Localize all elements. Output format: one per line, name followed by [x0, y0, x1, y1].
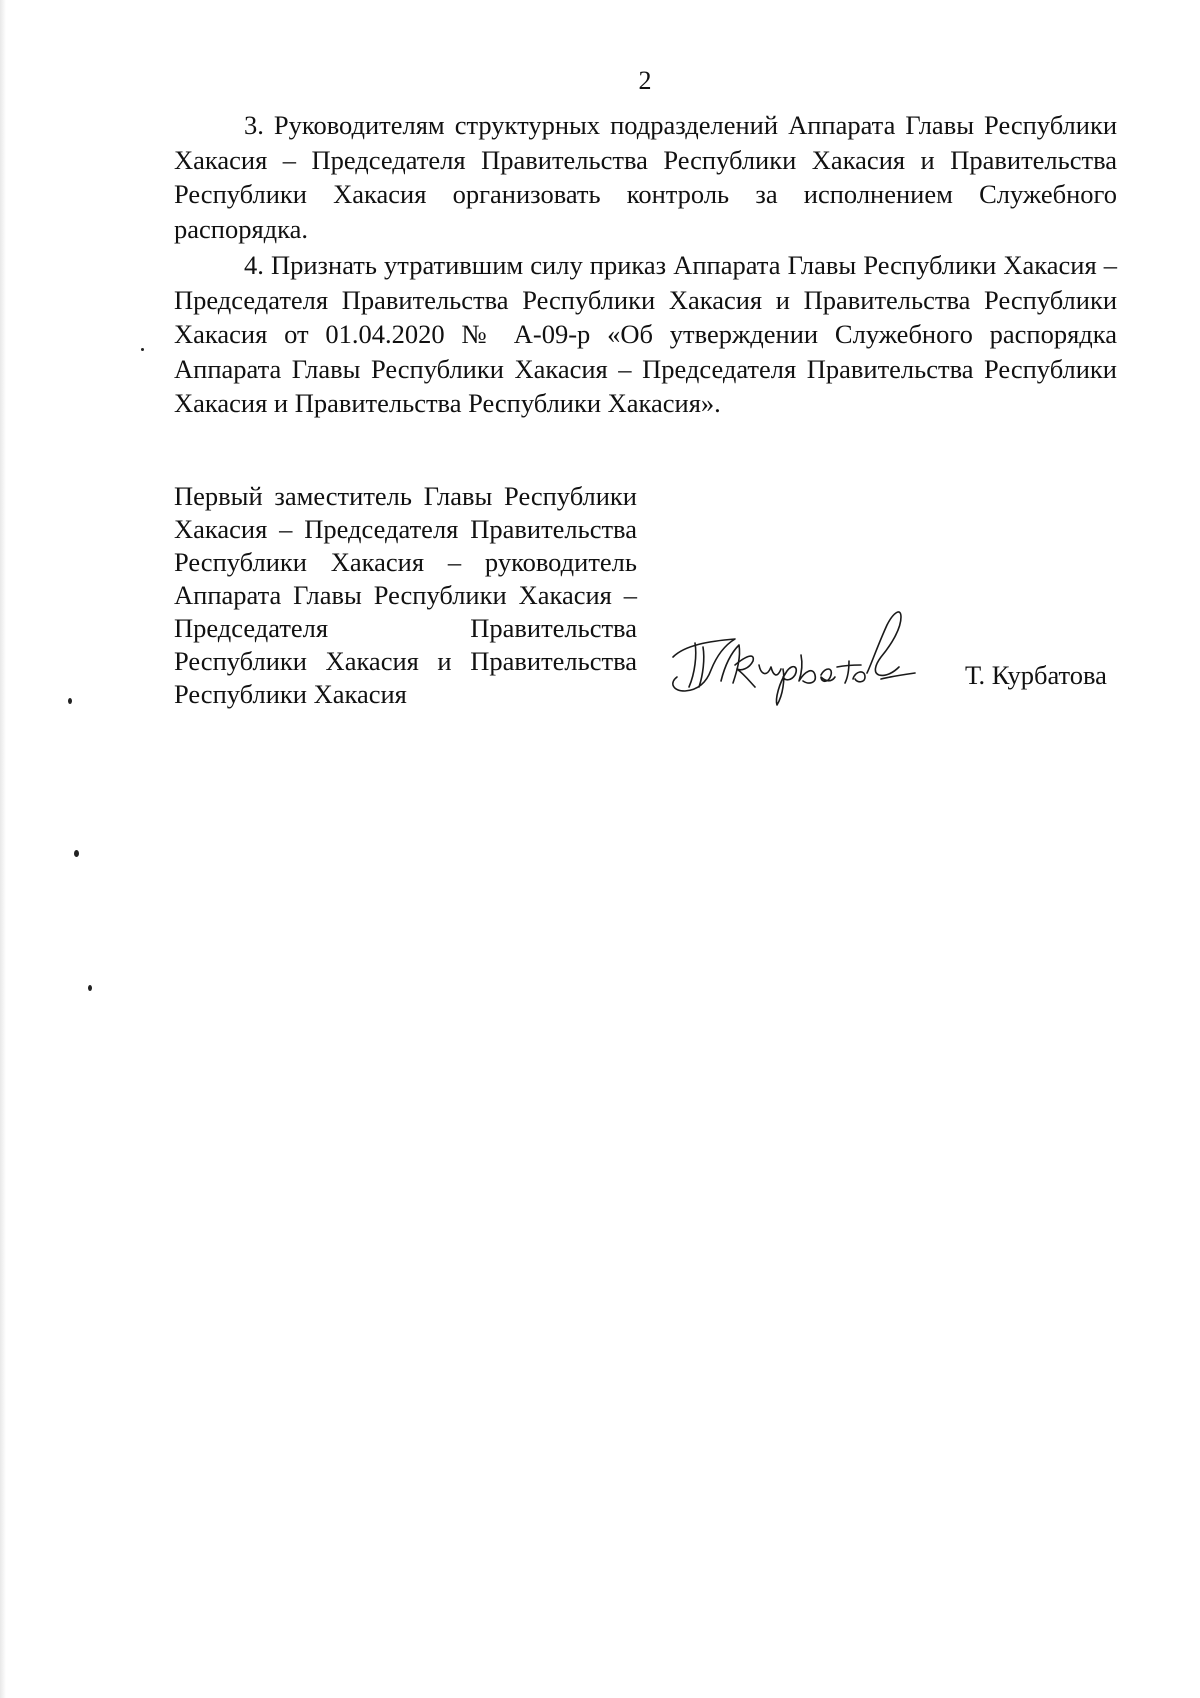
page-number: 2: [638, 66, 652, 95]
signer-position-line: Председателя Правительства: [174, 613, 637, 643]
signer-position-line: Аппарата Главы Республики Хакасия –: [174, 580, 637, 610]
paragraph-3: 3. Руководителям структурных подразделений Аппарата Главы Республики Хакасия – Председателя Правительства Республики Хакасия и Правительства Республики Хакасия организовать контроль за исполнением Служебного распорядка.: [174, 110, 1117, 244]
scan-speck: [141, 348, 144, 351]
signer-position-line: Республики Хакасия – руководитель: [174, 547, 637, 577]
paragraph-4: 4. Признать утратившим силу приказ Аппарата Главы Республики Хакасия – Председателя Правительства Республики Хакасия и Правительства Республики Хакасия от 01.04.2020 № А-09-р «Об утверждении Служебного распорядка Аппарата Главы Республики Хакасия – Председателя Правительства Республики Хакасия и Правительства Республики Хакасия».: [174, 250, 1117, 418]
signer-position-line: Хакасия – Председателя Правительства: [174, 514, 637, 544]
handwritten-signature: [655, 595, 925, 720]
scan-speck: [88, 985, 92, 991]
signer-position: [174, 480, 637, 711]
signer-position-line: Республики Хакасия и Правительства: [174, 646, 637, 676]
signer-position-line: Первый заместитель Главы Республики: [174, 481, 637, 511]
signer-position-line: Республики Хакасия: [174, 679, 407, 709]
scan-edge: [0, 0, 6, 1698]
signer-name: Т. Курбатова: [965, 660, 1107, 690]
scan-speck: [74, 850, 79, 857]
document-body: [174, 108, 1117, 421]
scan-speck: [68, 698, 72, 704]
